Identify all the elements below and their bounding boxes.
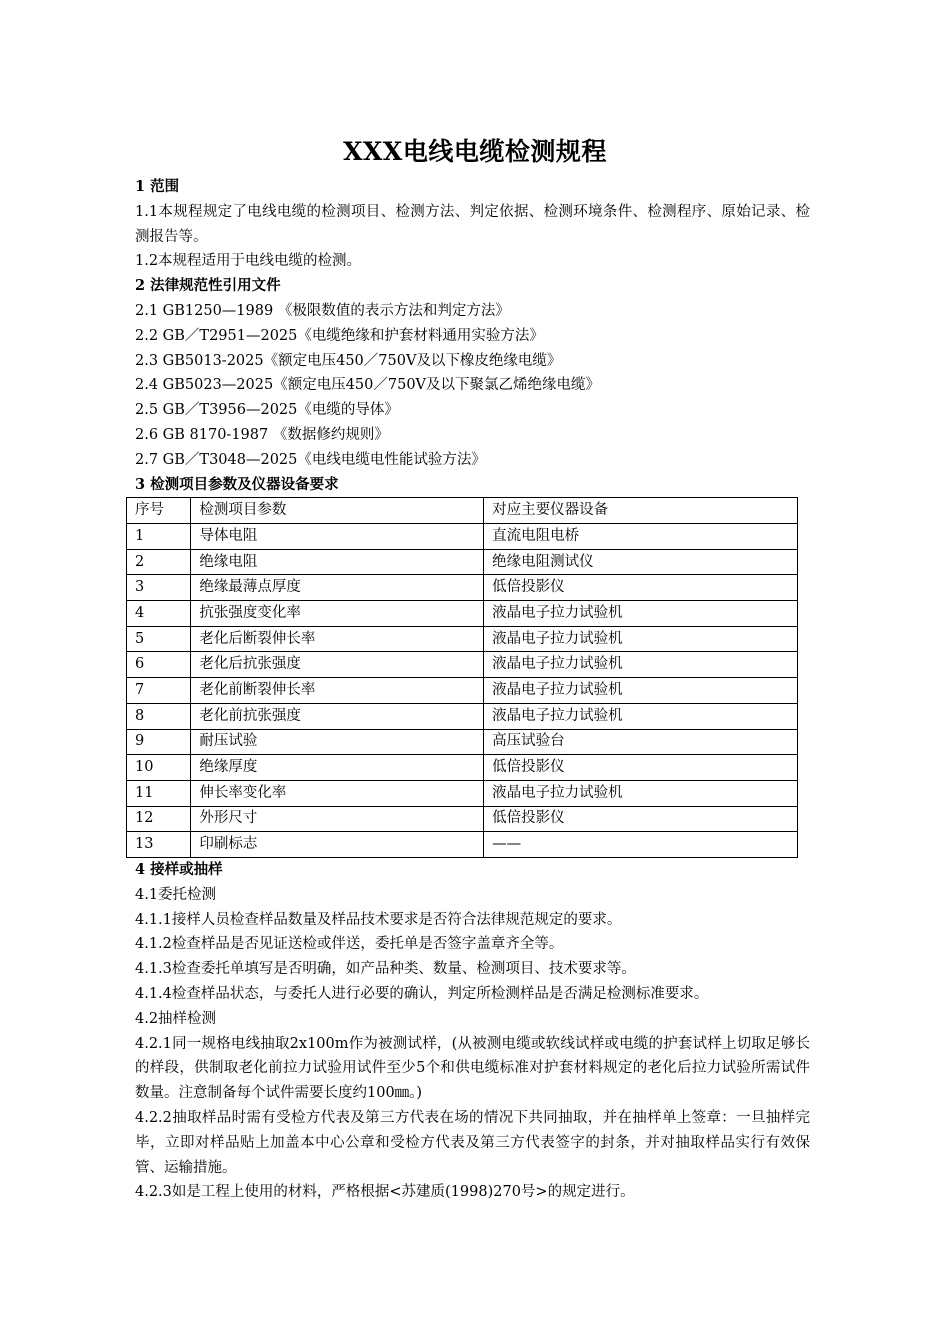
cell-number: 3 [127, 575, 191, 601]
paragraph-4-1-1: 4.1.1接样人员检查样品数量及样品技术要求是否符合法律规范规定的要求。 [135, 911, 622, 928]
paragraph-4-2-2: 4.2.2抽取样品时需有受检方代表及第三方代表在场的情况下共同抽取，并在抽样单上签章：一旦抽样完毕，立即对样品贴上加盖本中心公章和受检方代表及第三方代表签字的封条，并对抽取样品实行有效保管、运输措施。 [135, 1109, 810, 1176]
reference-2-5: 2.5 GB／T3956—2025《电缆的导体》 [135, 402, 399, 419]
paragraph-4-2-1: 4.2.1同一规格电线抽取2x100m作为被测试样，(从被测电缆或软线试样或电缆的护套试样上切取足够长的样段，供制取老化前拉力试验用试件至少5个和供电缆标准对护套材料规定的老化后拉力试验所需试件数量。注意制备每个试件需要长度约100㎜。) [135, 1035, 810, 1102]
paragraph-4-1: 4.1委托检测 [135, 886, 217, 903]
cell-number: 7 [127, 678, 191, 704]
document-title: XXX电线电缆检测规程 [343, 137, 607, 166]
reference-2-1: 2.1 GB1250—1989 《极限数值的表示方法和判定方法》 [135, 302, 510, 319]
table-row [127, 780, 798, 806]
cell-equipment: 直流电阻电桥 [484, 524, 798, 550]
cell-parameter: 绝缘电阻 [191, 549, 484, 575]
equipment-table [126, 497, 798, 858]
cell-equipment: 液晶电子拉力试验机 [484, 626, 798, 652]
cell-equipment: 高压试验台 [484, 729, 798, 755]
section-4-heading: 4 接样或抽样 [135, 860, 223, 878]
paragraph-4-2: 4.2抽样检测 [135, 1010, 217, 1027]
table-row [127, 832, 798, 858]
cell-equipment: 低倍投影仪 [484, 755, 798, 781]
section-3-heading: 3 检测项目参数及仪器设备要求 [135, 475, 339, 493]
cell-parameter: 老化前抗张强度 [191, 703, 484, 729]
cell-number: 1 [127, 524, 191, 550]
table-row [127, 549, 798, 575]
cell-parameter: 印刷标志 [191, 832, 484, 858]
cell-parameter: 抗张强度变化率 [191, 601, 484, 627]
cell-parameter: 绝缘最薄点厚度 [191, 575, 484, 601]
cell-equipment: 低倍投影仪 [484, 575, 798, 601]
paragraph-4-1-4: 4.1.4检查样品状态，与委托人进行必要的确认，判定所检测样品是否满足检测标准要求。 [135, 985, 709, 1002]
reference-2-6: 2.6 GB 8170-1987 《数据修约规则》 [135, 426, 389, 443]
cell-number: 6 [127, 652, 191, 678]
cell-number: 12 [127, 806, 191, 832]
section-2-heading: 2 法律规范性引用文件 [135, 277, 281, 295]
table-row [127, 806, 798, 832]
table-row [127, 755, 798, 781]
table-header-row [127, 498, 798, 524]
cell-equipment: 液晶电子拉力试验机 [484, 678, 798, 704]
header-cell-equipment: 对应主要仪器设备 [484, 498, 798, 524]
reference-2-2: 2.2 GB／T2951—2025《电缆绝缘和护套材料通用实验方法》 [135, 327, 544, 344]
cell-number: 11 [127, 780, 191, 806]
header-cell-parameter: 检测项目参数 [191, 498, 484, 524]
paragraph-4-1-2: 4.1.2检查样品是否见证送检或伴送，委托单是否签字盖章齐全等。 [135, 936, 564, 953]
cell-number: 4 [127, 601, 191, 627]
reference-2-3: 2.3 GB5013-2025《额定电压450／750V及以下橡皮绝缘电缆》 [135, 352, 562, 369]
cell-number: 5 [127, 626, 191, 652]
cell-parameter: 绝缘厚度 [191, 755, 484, 781]
cell-number: 2 [127, 549, 191, 575]
paragraph-1-1: 1.1本规程规定了电线电缆的检测项目、检测方法、判定依据、检测环境条件、检测程序、原始记录、检测报告等。 [135, 203, 810, 245]
table-row [127, 626, 798, 652]
table-row [127, 652, 798, 678]
cell-parameter: 导体电阻 [191, 524, 484, 550]
cell-number: 13 [127, 832, 191, 858]
reference-2-4: 2.4 GB5023—2025《额定电压450／750V及以下聚氯乙烯绝缘电缆》 [135, 377, 601, 394]
section-1-heading: 1 范围 [135, 178, 180, 195]
cell-number: 8 [127, 703, 191, 729]
table-row [127, 601, 798, 627]
paragraph-4-2-3: 4.2.3如是工程上使用的材料，严格根据<苏建质(1998)270号>的规定进行。 [135, 1184, 635, 1201]
cell-equipment: 绝缘电阻测试仪 [484, 549, 798, 575]
cell-parameter: 老化后抗张强度 [191, 652, 484, 678]
cell-equipment: 低倍投影仪 [484, 806, 798, 832]
header-cell-number: 序号 [127, 498, 191, 524]
cell-equipment: —— [484, 832, 798, 858]
paragraph-1-2: 1.2本规程适用于电线电缆的检测。 [135, 253, 362, 270]
cell-parameter: 外形尺寸 [191, 806, 484, 832]
cell-parameter: 伸长率变化率 [191, 780, 484, 806]
cell-parameter: 老化前断裂伸长率 [191, 678, 484, 704]
cell-equipment: 液晶电子拉力试验机 [484, 780, 798, 806]
cell-equipment: 液晶电子拉力试验机 [484, 601, 798, 627]
table-row [127, 678, 798, 704]
cell-number: 9 [127, 729, 191, 755]
cell-parameter: 老化后断裂伸长率 [191, 626, 484, 652]
table-row [127, 524, 798, 550]
reference-2-7: 2.7 GB／T3048—2025《电线电缆电性能试验方法》 [135, 451, 486, 468]
cell-equipment: 液晶电子拉力试验机 [484, 652, 798, 678]
cell-parameter: 耐压试验 [191, 729, 484, 755]
document-body [135, 175, 810, 1205]
paragraph-4-1-3: 4.1.3检查委托单填写是否明确，如产品种类、数量、检测项目、技术要求等。 [135, 961, 636, 978]
table-row [127, 575, 798, 601]
cell-number: 10 [127, 755, 191, 781]
table-row [127, 703, 798, 729]
cell-equipment: 液晶电子拉力试验机 [484, 703, 798, 729]
table-row [127, 729, 798, 755]
